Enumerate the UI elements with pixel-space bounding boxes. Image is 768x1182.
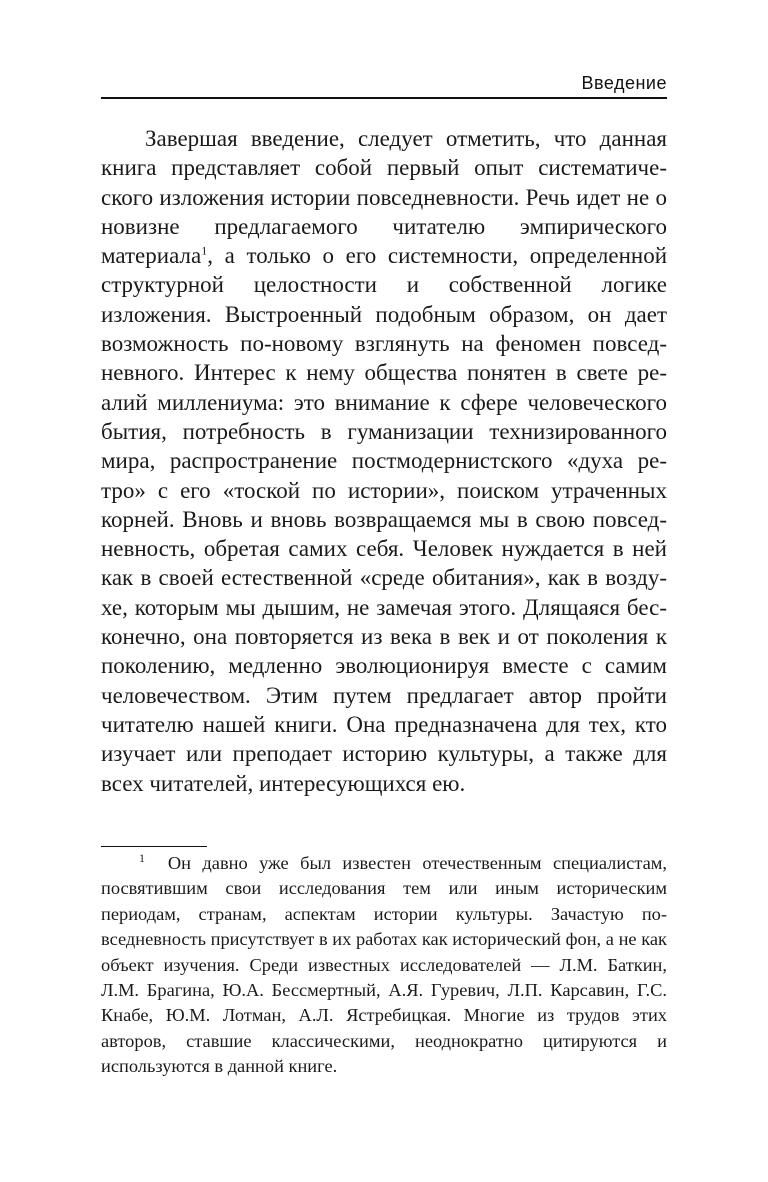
running-header: [101, 70, 667, 99]
footnote-text: Он давно уже был известен отечественным специалистам, посвятившим свои исследования тем или иным историческим периодам, странам, аспектам истории культуры. Зачастую повседневность присутствует в их работах как исторический фон, а не как объект изучения. Среди известных исследователей — Л.М. Баткин, Л.М. Брагина, Ю.А. Бессмертный, А.Я. Гуревич, Л.П. Карсавин, Г.С. Кнабе, Ю.М. Лотман, А.Л. Ястребицкая. Многие из трудов этих авторов, ставшие классическими, неоднократно цитируются и используются в данной книге.: [101, 853, 668, 1077]
footnote-marker: 1: [139, 850, 145, 865]
footnote-reference: 1: [201, 243, 208, 258]
main-paragraph-part-2: , а только о его системности, определенной структурной целостности и собственной логике изложения. Выстроенный подобным образом, он дает возможность по-новому взглянуть на феномен повседневного. Интерес к нему общества понятен в свете реалий миллениума: это внимание к сфере человеческого бытия, потребность в гуманизации технизированного мира, распространение постмодернистского «духа ретро» с его «тоской по истории», поиском утраченных корней. Вновь и вновь возвращаемся мы в свою повседневность, обретая самих себя. Человек нуждается в ней как в своей естественной «среде обитания», как в воздухе, которым мы дышим, не замечая этого. Длящаяся бесконечно, она повторяется из века в век и от поколения к поколению, медленно эволюционируя вместе с самим человечеством. Этим путем предлагает автор пройти читателю нашей книги. Она предназначена для тех, кто изучает или преподает историю культуры, а также для всех читателей, интересующихся ею.: [101, 243, 667, 796]
footnote: [101, 851, 667, 1080]
main-paragraph-part-1: Завершая введение, следует отметить, что данная книга представляет собой первый опыт систематического изложения истории повседневности. Речь идет не о новизне предлагаемого читателю эмпирического материала: [101, 126, 667, 269]
main-paragraph: [101, 124, 667, 798]
running-header-title: Введение: [581, 73, 667, 93]
footnote-separator: [101, 846, 207, 847]
